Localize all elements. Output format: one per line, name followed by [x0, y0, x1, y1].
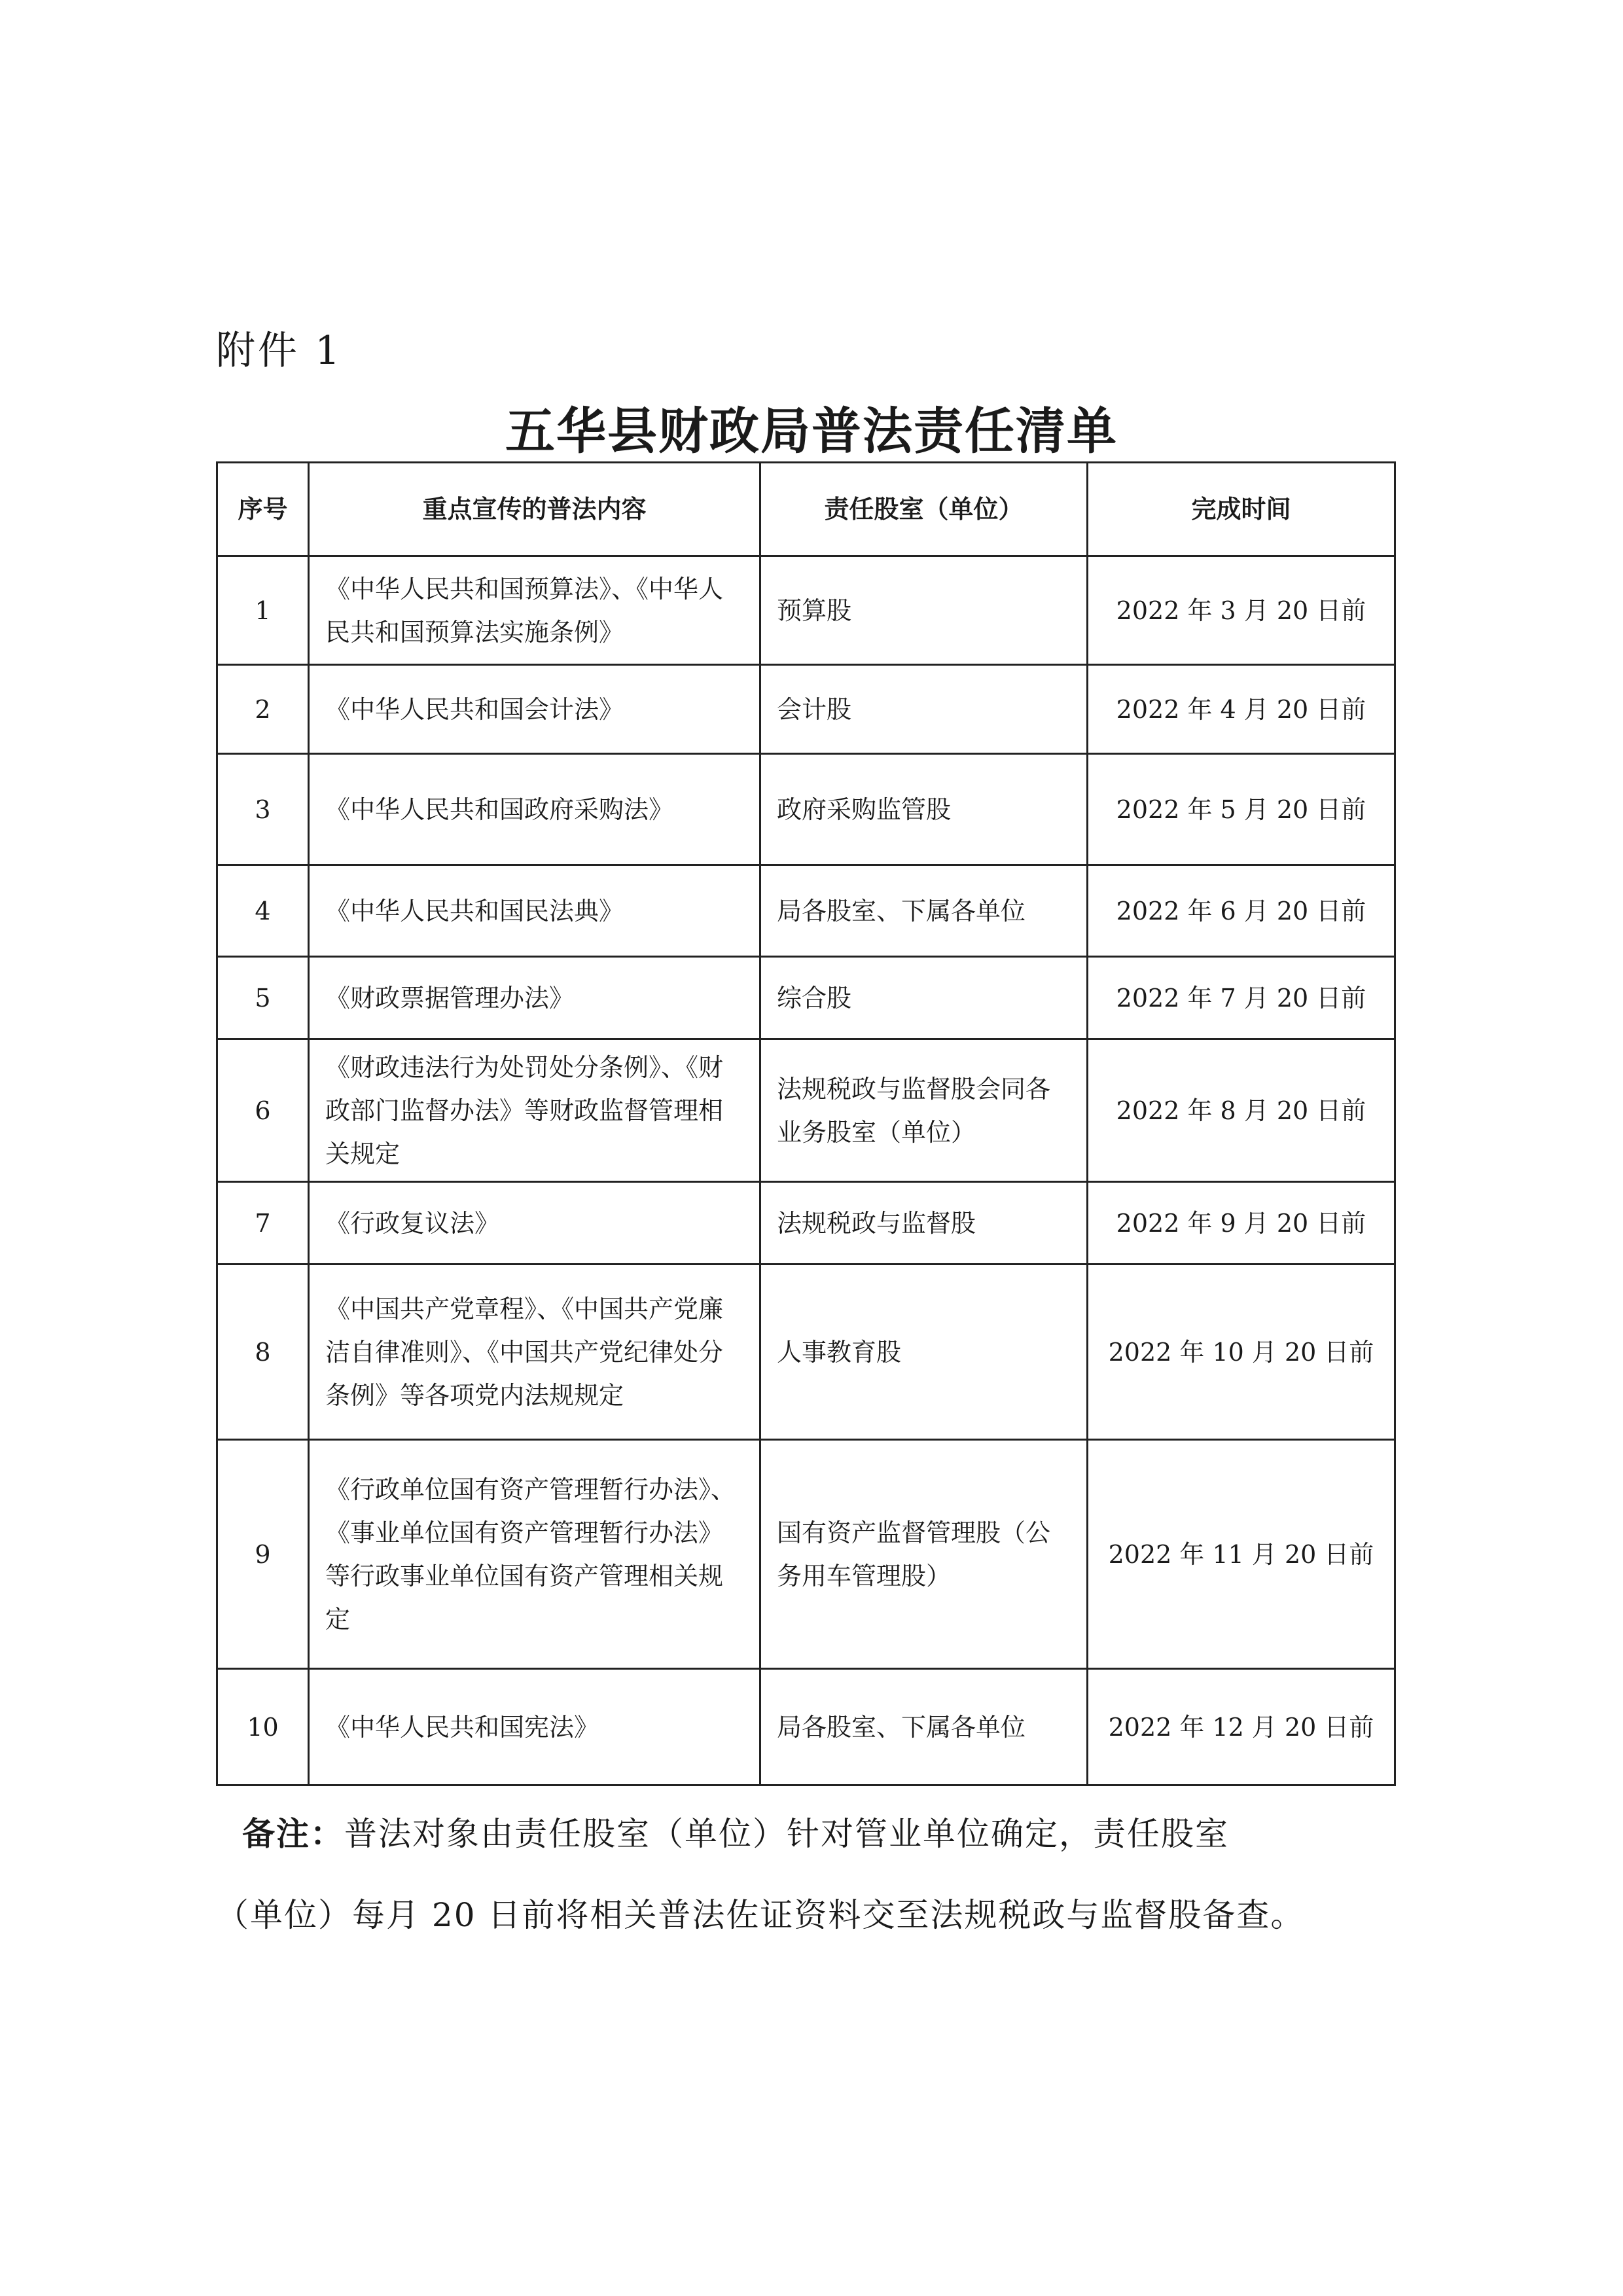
table-row	[217, 1669, 1395, 1785]
table-row	[217, 665, 1395, 754]
table-row	[217, 1265, 1395, 1440]
row-dept: 局各股室、下属各单位	[760, 1669, 1088, 1785]
row-content: 《财政违法行为处罚处分条例》、《财政部门监督办法》等财政监督管理相关规定	[309, 1039, 760, 1182]
row-seq: 8	[217, 1265, 309, 1440]
header-seq: 序号	[217, 463, 309, 556]
table-row	[217, 1440, 1395, 1669]
row-dept: 法规税政与监督股会同各业务股室（单位）	[760, 1039, 1088, 1182]
row-seq: 9	[217, 1440, 309, 1669]
attachment-label: 附件 1	[216, 328, 343, 374]
row-dept: 综合股	[760, 957, 1088, 1039]
row-content: 《行政单位国有资产管理暂行办法》、《事业单位国有资产管理暂行办法》等行政事业单位国有资产管理相关规定	[309, 1440, 760, 1669]
row-seq: 4	[217, 865, 309, 957]
table-row	[217, 754, 1395, 865]
header-content: 重点宣传的普法内容	[309, 463, 760, 556]
row-content: 《中华人民共和国民法典》	[309, 865, 760, 957]
table-row	[217, 1182, 1395, 1265]
row-dept: 局各股室、下属各单位	[760, 865, 1088, 957]
row-deadline: 2022 年 10 月 20 日前	[1088, 1265, 1395, 1440]
row-deadline: 2022 年 7 月 20 日前	[1088, 957, 1395, 1039]
row-content: 《中华人民共和国政府采购法》	[309, 754, 760, 865]
remark-line-1: 普法对象由责任股室（单位）针对管业单位确定，责任股室	[344, 1815, 1229, 1853]
row-seq: 3	[217, 754, 309, 865]
row-content: 《中华人民共和国预算法》、《中华人民共和国预算法实施条例》	[309, 556, 760, 665]
row-deadline: 2022 年 9 月 20 日前	[1088, 1182, 1395, 1265]
header-dept: 责任股室（单位）	[760, 463, 1088, 556]
table-row	[217, 556, 1395, 665]
row-deadline: 2022 年 11 月 20 日前	[1088, 1440, 1395, 1669]
row-seq: 1	[217, 556, 309, 665]
row-content: 《行政复议法》	[309, 1182, 760, 1265]
table-header-row	[217, 463, 1395, 556]
row-seq: 10	[217, 1669, 309, 1785]
row-deadline: 2022 年 4 月 20 日前	[1088, 665, 1395, 754]
row-deadline: 2022 年 12 月 20 日前	[1088, 1669, 1395, 1785]
remark-paragraph	[216, 1793, 1368, 1956]
row-seq: 7	[217, 1182, 309, 1265]
row-deadline: 2022 年 8 月 20 日前	[1088, 1039, 1395, 1182]
row-dept: 人事教育股	[760, 1265, 1088, 1440]
row-seq: 2	[217, 665, 309, 754]
row-deadline: 2022 年 6 月 20 日前	[1088, 865, 1395, 957]
page-title: 五华县财政局普法责任清单	[505, 402, 1118, 460]
table-row	[217, 1039, 1395, 1182]
row-content: 《中国共产党章程》、《中国共产党廉洁自律准则》、《中国共产党纪律处分条例》等各项党内法规规定	[309, 1265, 760, 1440]
remark-line-2: （单位）每月 20 日前将相关普法佐证资料交至法规税政与监督股备查。	[216, 1896, 1305, 1934]
row-dept: 政府采购监管股	[760, 754, 1088, 865]
row-content: 《财政票据管理办法》	[309, 957, 760, 1039]
row-content: 《中华人民共和国会计法》	[309, 665, 760, 754]
remark-label: 备注：	[242, 1814, 344, 1853]
table-row	[217, 957, 1395, 1039]
row-seq: 6	[217, 1039, 309, 1182]
row-seq: 5	[217, 957, 309, 1039]
row-dept: 预算股	[760, 556, 1088, 665]
row-dept: 国有资产监督管理股（公务用车管理股）	[760, 1440, 1088, 1669]
responsibility-table	[216, 461, 1396, 1786]
row-deadline: 2022 年 5 月 20 日前	[1088, 754, 1395, 865]
row-dept: 法规税政与监督股	[760, 1182, 1088, 1265]
row-content: 《中华人民共和国宪法》	[309, 1669, 760, 1785]
row-deadline: 2022 年 3 月 20 日前	[1088, 556, 1395, 665]
header-deadline: 完成时间	[1088, 463, 1395, 556]
row-dept: 会计股	[760, 665, 1088, 754]
table-row	[217, 865, 1395, 957]
